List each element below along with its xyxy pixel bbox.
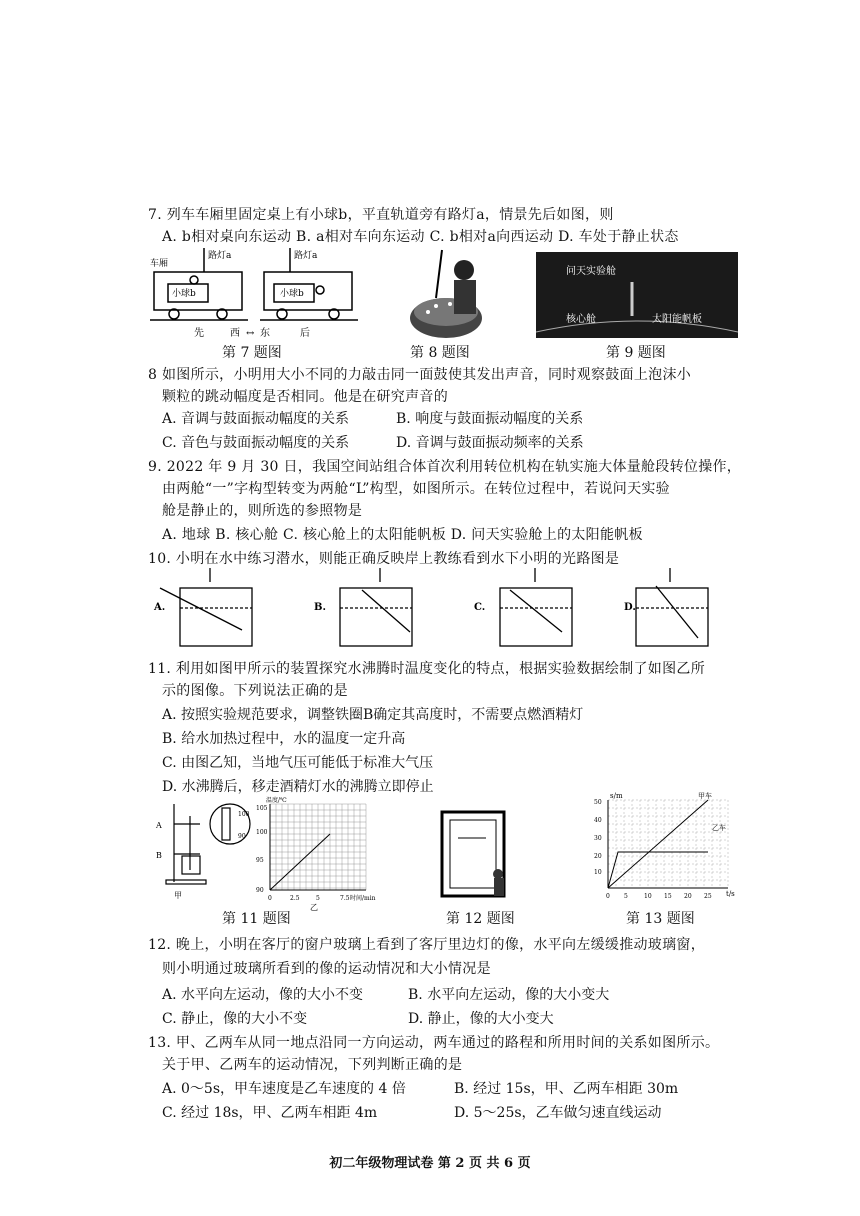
xtick-0b: 0 (606, 893, 610, 900)
caption-fig12: 第 12 题图 (446, 911, 515, 927)
q9-options: A. 地球 B. 核心舱 C. 核心舱上的太阳能帆板 D. 问天实验舱上的太阳能帆板 (162, 527, 643, 543)
q7-options: A. b相对桌向东运动 B. a相对车向东运动 C. b相对a向西运动 D. 车处于静止状态 (162, 229, 679, 245)
label-panel: 太阳能帆板 (652, 314, 702, 325)
q11-option-b: B. 给水加热过程中，水的温度一定升高 (162, 731, 406, 747)
label-west: 西 (230, 328, 240, 339)
q10-diagram-d (636, 568, 708, 646)
figure-9-space (536, 252, 738, 338)
graph13-xlabel: t/s (726, 890, 735, 898)
graph13-jia: 甲车 (698, 792, 712, 800)
xtick-5b: 5 (624, 893, 628, 900)
figure-13-graph (588, 790, 748, 906)
figure-8-drum (406, 246, 496, 344)
q13-option-d: D. 5～25s，乙车做匀速直线运动 (454, 1105, 662, 1121)
ytick-90: 90 (256, 887, 264, 894)
xtick-25: 25 (704, 893, 712, 900)
xtick-2.5: 2.5 (290, 895, 300, 902)
therm-100: 100 (238, 811, 250, 818)
ytick-105: 105 (256, 805, 268, 812)
label-lamp-1: 路灯a (208, 251, 232, 261)
caption-fig8: 第 8 题图 (410, 345, 470, 361)
ytick-50: 50 (594, 799, 602, 806)
q10-label-a: A. (154, 602, 166, 613)
xtick-5: 5 (316, 895, 320, 902)
graph11-ylabel: 温度/℃ (266, 797, 287, 804)
q10-diagram-a (160, 568, 252, 646)
q10-label-c: C. (474, 602, 486, 613)
xtick-15: 15 (664, 893, 672, 900)
q12-stem-1: 12. 晚上，小明在客厅的窗户玻璃上看到了客厅里边灯的像，水平向左缓缓推动玻璃窗， (148, 937, 706, 953)
q11-stem-1: 11. 利用如图甲所示的装置探究水沸腾时温度变化的特点，根据实验数据绘制了如图乙所 (148, 661, 706, 677)
q12-option-c: C. 静止，像的大小不变 (162, 1011, 308, 1027)
q10-diagram-b (340, 568, 412, 646)
q9-stem-2: 由两舱“一”字构型转变为两舱“L”构型，如图所示。在转位过程中，若说问天实验 (162, 481, 670, 497)
q11-option-a: A. 按照实验规范要求，调整铁圈B确定其高度时，不需要点燃酒精灯 (162, 707, 584, 723)
figure-10-options (150, 568, 710, 650)
ytick-30: 30 (594, 835, 602, 842)
xtick-0: 0 (268, 895, 272, 902)
q13-option-c: C. 经过 18s，甲、乙两车相距 4m (162, 1105, 378, 1121)
q9-stem-1: 9. 2022 年 9 月 30 日，我国空间站组合体首次利用转位机构在轨实施大体量舱段转位操作， (148, 459, 742, 475)
label-before: 先 (194, 328, 204, 339)
xtick-7.5: 7.5 (340, 895, 350, 902)
label-ring-b: B (156, 851, 162, 860)
page-footer: 初二年级物理试卷 第 2 页 共 6 页 (329, 1156, 531, 1171)
ytick-95: 95 (256, 857, 264, 864)
label-east: 东 (260, 328, 270, 339)
label-car: 车厢 (150, 259, 169, 269)
caption-fig11: 第 11 题图 (222, 911, 291, 927)
temperature-graph (256, 796, 376, 912)
q11-option-d: D. 水沸腾后，移走酒精灯水的沸腾立即停止 (162, 779, 434, 795)
q13-option-a: A. 0～5s，甲车速度是乙车速度的 4 倍 (162, 1081, 406, 1097)
graph11-xlabel: 时间/min (350, 895, 376, 902)
label-module: 问天实验舱 (566, 266, 616, 277)
xtick-10: 10 (644, 893, 652, 900)
q11-stem-2: 示的图像。下列说法正确的是 (162, 683, 348, 699)
q8-option-c: C. 音色与鼓面振动幅度的关系 (162, 435, 350, 451)
label-lamp-2: 路灯a (294, 251, 318, 261)
q11-option-c: C. 由图乙知，当地气压可能低于标准大气压 (162, 755, 434, 771)
label-ball-1: 小球b (172, 289, 196, 299)
ytick-20: 20 (594, 853, 602, 860)
q10-label-b: B. (314, 602, 326, 613)
xtick-20: 20 (684, 893, 692, 900)
q12-stem-2: 则小明通过玻璃所看到的像的运动情况和大小情况是 (162, 961, 491, 977)
q12-option-b: B. 水平向左运动，像的大小变大 (408, 987, 610, 1003)
q10-diagram-c (500, 568, 572, 646)
ytick-100: 100 (256, 829, 268, 836)
q10-stem: 10. 小明在水中练习潜水，则能正确反映岸上教练看到水下小明的光路图是 (148, 551, 620, 567)
q9-stem-3: 舱是静止的，则所选的参照物是 (162, 503, 363, 519)
q10-label-d: D. (624, 602, 636, 613)
q7-stem: 7. 列车车厢里固定桌上有小球b，平直轨道旁有路灯a，情景先后如图，则 (148, 207, 614, 223)
caption-fig13: 第 13 题图 (626, 911, 695, 927)
label-yi: 乙 (310, 903, 318, 912)
q8-option-a: A. 音调与鼓面振动幅度的关系 (162, 411, 350, 427)
q8-stem-1: 8 如图所示，小明用大小不同的力敲击同一面鼓使其发出声音，同时观察鼓面上泡沫小 (148, 367, 692, 383)
ytick-40: 40 (594, 817, 602, 824)
graph13-yi: 乙车 (712, 824, 726, 832)
q12-option-a: A. 水平向左运动，像的大小不变 (162, 987, 364, 1003)
therm-90: 90 (238, 833, 246, 840)
q8-option-d: D. 音调与鼓面振动频率的关系 (396, 435, 584, 451)
q8-option-b: B. 响度与鼓面振动幅度的关系 (396, 411, 584, 427)
q13-stem-1: 13. 甲、乙两车从同一地点沿同一方向运动，两车通过的路程和所用时间的关系如图所示。 (148, 1035, 720, 1051)
q13-option-b: B. 经过 15s，甲、乙两车相距 30m (454, 1081, 679, 1097)
q8-stem-2: 颗粒的跳动幅度是否相同。他是在研究声音的 (162, 389, 448, 405)
figure-11 (152, 794, 442, 914)
ytick-10: 10 (594, 869, 602, 876)
caption-fig9: 第 9 题图 (606, 345, 666, 361)
caption-fig7: 第 7 题图 (222, 345, 282, 361)
label-jia: 甲 (174, 891, 182, 900)
figure-7 (150, 248, 360, 340)
graph13-ylabel: s/m (610, 792, 623, 800)
label-ring-a: A (156, 821, 162, 830)
figure-12-window (438, 808, 518, 904)
q12-option-d: D. 静止，像的大小变大 (408, 1011, 554, 1027)
label-core: 核心舱 (566, 314, 596, 325)
q13-stem-2: 关于甲、乙两车的运动情况，下列判断正确的是 (162, 1057, 463, 1073)
label-ball-2: 小球b (280, 289, 304, 299)
arrow-icon: ↔ (246, 328, 255, 339)
label-after: 后 (300, 328, 310, 339)
